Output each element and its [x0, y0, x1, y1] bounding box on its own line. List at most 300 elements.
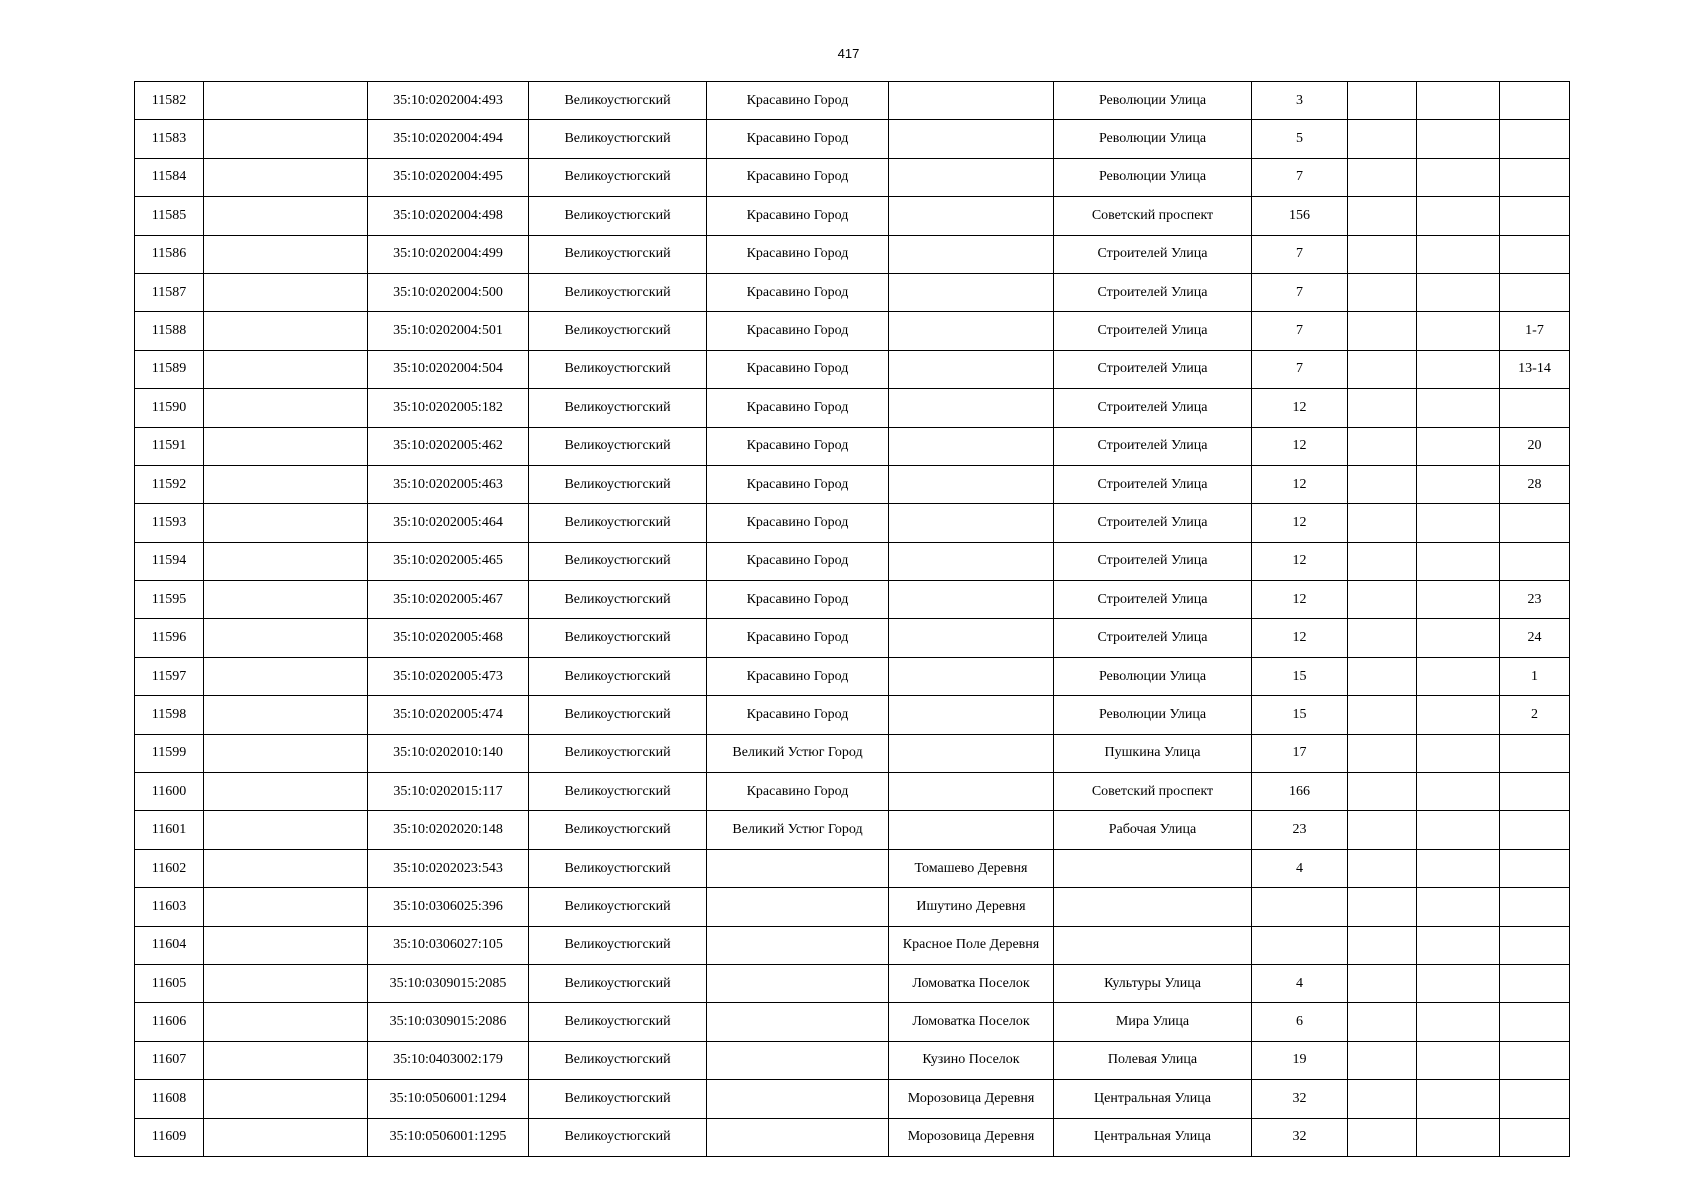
- city-cell: Красавино Город: [707, 312, 889, 350]
- apartment-cell: 23: [1500, 581, 1570, 619]
- cadastral-number-cell: 35:10:0309015:2086: [368, 1003, 529, 1041]
- house-number-cell: 12: [1252, 542, 1348, 580]
- street-cell: Строителей Улица: [1054, 350, 1252, 388]
- apartment-cell: 20: [1500, 427, 1570, 465]
- house-number-cell: 7: [1252, 158, 1348, 196]
- building-cell: [1348, 811, 1417, 849]
- street-cell: [1054, 926, 1252, 964]
- settlement-cell: [889, 235, 1054, 273]
- building-cell: [1348, 1118, 1417, 1156]
- street-cell: Строителей Улица: [1054, 427, 1252, 465]
- table-body: [135, 82, 1570, 1157]
- table-row: [135, 350, 1570, 388]
- apartment-cell: [1500, 1041, 1570, 1079]
- building-cell: [1348, 197, 1417, 235]
- table-row: [135, 888, 1570, 926]
- apartment-cell: [1500, 888, 1570, 926]
- street-cell: Революции Улица: [1054, 120, 1252, 158]
- district-cell: Великоустюгский: [529, 849, 707, 887]
- street-cell: Революции Улица: [1054, 657, 1252, 695]
- cadastral-number-cell: 35:10:0202004:501: [368, 312, 529, 350]
- house-number-cell: 12: [1252, 504, 1348, 542]
- apartment-cell: [1500, 504, 1570, 542]
- city-cell: Красавино Город: [707, 389, 889, 427]
- district-cell: Великоустюгский: [529, 964, 707, 1002]
- row-number-cell: 11583: [135, 120, 204, 158]
- structure-cell: [1417, 696, 1500, 734]
- apartment-cell: [1500, 197, 1570, 235]
- city-cell: Красавино Город: [707, 120, 889, 158]
- row-number-cell: 11601: [135, 811, 204, 849]
- street-cell: Строителей Улица: [1054, 619, 1252, 657]
- district-cell: Великоустюгский: [529, 888, 707, 926]
- building-cell: [1348, 657, 1417, 695]
- city-cell: Великий Устюг Город: [707, 811, 889, 849]
- street-cell: Центральная Улица: [1054, 1080, 1252, 1118]
- city-cell: [707, 1118, 889, 1156]
- settlement-cell: Кузино Поселок: [889, 1041, 1054, 1079]
- district-cell: Великоустюгский: [529, 389, 707, 427]
- blank-cell: [204, 657, 368, 695]
- structure-cell: [1417, 811, 1500, 849]
- city-cell: [707, 888, 889, 926]
- district-cell: Великоустюгский: [529, 581, 707, 619]
- row-number-cell: 11590: [135, 389, 204, 427]
- row-number-cell: 11594: [135, 542, 204, 580]
- building-cell: [1348, 696, 1417, 734]
- city-cell: [707, 1080, 889, 1118]
- structure-cell: [1417, 1003, 1500, 1041]
- blank-cell: [204, 82, 368, 120]
- blank-cell: [204, 619, 368, 657]
- table-row: [135, 849, 1570, 887]
- apartment-cell: [1500, 926, 1570, 964]
- settlement-cell: [889, 273, 1054, 311]
- blank-cell: [204, 120, 368, 158]
- city-cell: Красавино Город: [707, 235, 889, 273]
- building-cell: [1348, 1003, 1417, 1041]
- building-cell: [1348, 82, 1417, 120]
- table-row: [135, 465, 1570, 503]
- district-cell: Великоустюгский: [529, 773, 707, 811]
- blank-cell: [204, 542, 368, 580]
- settlement-cell: [889, 811, 1054, 849]
- building-cell: [1348, 581, 1417, 619]
- apartment-cell: [1500, 773, 1570, 811]
- blank-cell: [204, 1080, 368, 1118]
- house-number-cell: 6: [1252, 1003, 1348, 1041]
- apartment-cell: [1500, 964, 1570, 1002]
- building-cell: [1348, 504, 1417, 542]
- building-cell: [1348, 734, 1417, 772]
- cadastral-number-cell: 35:10:0202005:464: [368, 504, 529, 542]
- street-cell: Пушкина Улица: [1054, 734, 1252, 772]
- blank-cell: [204, 926, 368, 964]
- table-row: [135, 657, 1570, 695]
- cadastral-number-cell: 35:10:0202005:468: [368, 619, 529, 657]
- row-number-cell: 11603: [135, 888, 204, 926]
- building-cell: [1348, 235, 1417, 273]
- building-cell: [1348, 542, 1417, 580]
- table-row: [135, 1041, 1570, 1079]
- apartment-cell: [1500, 542, 1570, 580]
- cadastral-number-cell: 35:10:0202004:498: [368, 197, 529, 235]
- district-cell: Великоустюгский: [529, 1080, 707, 1118]
- street-cell: Революции Улица: [1054, 696, 1252, 734]
- apartment-cell: [1500, 811, 1570, 849]
- district-cell: Великоустюгский: [529, 734, 707, 772]
- house-number-cell: 15: [1252, 696, 1348, 734]
- table-row: [135, 1003, 1570, 1041]
- house-number-cell: [1252, 926, 1348, 964]
- district-cell: Великоустюгский: [529, 504, 707, 542]
- city-cell: Красавино Город: [707, 504, 889, 542]
- structure-cell: [1417, 1041, 1500, 1079]
- house-number-cell: 7: [1252, 273, 1348, 311]
- blank-cell: [204, 773, 368, 811]
- house-number-cell: 4: [1252, 964, 1348, 1002]
- house-number-cell: 7: [1252, 312, 1348, 350]
- settlement-cell: Морозовица Деревня: [889, 1118, 1054, 1156]
- apartment-cell: 28: [1500, 465, 1570, 503]
- structure-cell: [1417, 120, 1500, 158]
- cadastral-number-cell: 35:10:0202005:182: [368, 389, 529, 427]
- blank-cell: [204, 1003, 368, 1041]
- structure-cell: [1417, 619, 1500, 657]
- city-cell: [707, 964, 889, 1002]
- structure-cell: [1417, 197, 1500, 235]
- settlement-cell: Ишутино Деревня: [889, 888, 1054, 926]
- house-number-cell: 5: [1252, 120, 1348, 158]
- table-row: [135, 197, 1570, 235]
- building-cell: [1348, 120, 1417, 158]
- settlement-cell: [889, 389, 1054, 427]
- city-cell: [707, 926, 889, 964]
- house-number-cell: 156: [1252, 197, 1348, 235]
- district-cell: Великоустюгский: [529, 197, 707, 235]
- blank-cell: [204, 888, 368, 926]
- street-cell: Революции Улица: [1054, 158, 1252, 196]
- cadastral-number-cell: 35:10:0202004:500: [368, 273, 529, 311]
- street-cell: Советский проспект: [1054, 773, 1252, 811]
- district-cell: Великоустюгский: [529, 312, 707, 350]
- row-number-cell: 11600: [135, 773, 204, 811]
- cadastral-number-cell: 35:10:0202005:465: [368, 542, 529, 580]
- table-row: [135, 811, 1570, 849]
- table-row: [135, 427, 1570, 465]
- structure-cell: [1417, 158, 1500, 196]
- blank-cell: [204, 312, 368, 350]
- cadastral-number-cell: 35:10:0403002:179: [368, 1041, 529, 1079]
- building-cell: [1348, 389, 1417, 427]
- cadastral-number-cell: 35:10:0202010:140: [368, 734, 529, 772]
- city-cell: Красавино Город: [707, 619, 889, 657]
- cadastral-number-cell: 35:10:0202004:493: [368, 82, 529, 120]
- house-number-cell: 12: [1252, 581, 1348, 619]
- city-cell: Красавино Город: [707, 696, 889, 734]
- blank-cell: [204, 197, 368, 235]
- table-row: [135, 1118, 1570, 1156]
- house-number-cell: 7: [1252, 235, 1348, 273]
- house-number-cell: 19: [1252, 1041, 1348, 1079]
- structure-cell: [1417, 542, 1500, 580]
- settlement-cell: Ломоватка Поселок: [889, 964, 1054, 1002]
- district-cell: Великоустюгский: [529, 811, 707, 849]
- building-cell: [1348, 1080, 1417, 1118]
- structure-cell: [1417, 888, 1500, 926]
- settlement-cell: [889, 82, 1054, 120]
- apartment-cell: 13-14: [1500, 350, 1570, 388]
- cadastral-number-cell: 35:10:0202004:499: [368, 235, 529, 273]
- settlement-cell: Томашево Деревня: [889, 849, 1054, 887]
- district-cell: Великоустюгский: [529, 427, 707, 465]
- building-cell: [1348, 427, 1417, 465]
- city-cell: Красавино Город: [707, 158, 889, 196]
- apartment-cell: [1500, 1080, 1570, 1118]
- table-row: [135, 696, 1570, 734]
- house-number-cell: 12: [1252, 619, 1348, 657]
- street-cell: Строителей Улица: [1054, 465, 1252, 503]
- building-cell: [1348, 926, 1417, 964]
- city-cell: Красавино Город: [707, 197, 889, 235]
- settlement-cell: [889, 619, 1054, 657]
- city-cell: Красавино Город: [707, 82, 889, 120]
- cadastral-number-cell: 35:10:0202015:117: [368, 773, 529, 811]
- cadastral-number-cell: 35:10:0306027:105: [368, 926, 529, 964]
- district-cell: Великоустюгский: [529, 926, 707, 964]
- building-cell: [1348, 849, 1417, 887]
- apartment-cell: [1500, 82, 1570, 120]
- structure-cell: [1417, 926, 1500, 964]
- structure-cell: [1417, 504, 1500, 542]
- row-number-cell: 11605: [135, 964, 204, 1002]
- house-number-cell: 12: [1252, 465, 1348, 503]
- row-number-cell: 11586: [135, 235, 204, 273]
- registry-table: [134, 81, 1570, 1157]
- structure-cell: [1417, 964, 1500, 1002]
- cadastral-number-cell: 35:10:0309015:2085: [368, 964, 529, 1002]
- settlement-cell: [889, 427, 1054, 465]
- city-cell: [707, 1041, 889, 1079]
- district-cell: Великоустюгский: [529, 120, 707, 158]
- settlement-cell: [889, 696, 1054, 734]
- street-cell: Строителей Улица: [1054, 504, 1252, 542]
- street-cell: [1054, 888, 1252, 926]
- table-row: [135, 158, 1570, 196]
- structure-cell: [1417, 235, 1500, 273]
- table-row: [135, 82, 1570, 120]
- cadastral-number-cell: 35:10:0202005:473: [368, 657, 529, 695]
- district-cell: Великоустюгский: [529, 82, 707, 120]
- apartment-cell: [1500, 849, 1570, 887]
- settlement-cell: [889, 120, 1054, 158]
- city-cell: Красавино Город: [707, 581, 889, 619]
- cadastral-number-cell: 35:10:0202004:495: [368, 158, 529, 196]
- city-cell: Красавино Город: [707, 350, 889, 388]
- building-cell: [1348, 964, 1417, 1002]
- district-cell: Великоустюгский: [529, 235, 707, 273]
- house-number-cell: 4: [1252, 849, 1348, 887]
- settlement-cell: [889, 542, 1054, 580]
- apartment-cell: [1500, 1003, 1570, 1041]
- apartment-cell: [1500, 389, 1570, 427]
- building-cell: [1348, 158, 1417, 196]
- cadastral-number-cell: 35:10:0506001:1295: [368, 1118, 529, 1156]
- house-number-cell: 3: [1252, 82, 1348, 120]
- blank-cell: [204, 427, 368, 465]
- district-cell: Великоустюгский: [529, 350, 707, 388]
- row-number-cell: 11584: [135, 158, 204, 196]
- structure-cell: [1417, 849, 1500, 887]
- row-number-cell: 11596: [135, 619, 204, 657]
- cadastral-number-cell: 35:10:0202005:467: [368, 581, 529, 619]
- city-cell: Великий Устюг Город: [707, 734, 889, 772]
- house-number-cell: 15: [1252, 657, 1348, 695]
- structure-cell: [1417, 82, 1500, 120]
- apartment-cell: [1500, 734, 1570, 772]
- blank-cell: [204, 696, 368, 734]
- house-number-cell: 23: [1252, 811, 1348, 849]
- blank-cell: [204, 389, 368, 427]
- table-row: [135, 773, 1570, 811]
- street-cell: Полевая Улица: [1054, 1041, 1252, 1079]
- blank-cell: [204, 235, 368, 273]
- blank-cell: [204, 273, 368, 311]
- row-number-cell: 11582: [135, 82, 204, 120]
- city-cell: [707, 849, 889, 887]
- street-cell: [1054, 849, 1252, 887]
- table-row: [135, 235, 1570, 273]
- row-number-cell: 11608: [135, 1080, 204, 1118]
- table-row: [135, 120, 1570, 158]
- district-cell: Великоустюгский: [529, 465, 707, 503]
- house-number-cell: 166: [1252, 773, 1348, 811]
- building-cell: [1348, 273, 1417, 311]
- cadastral-number-cell: 35:10:0202005:463: [368, 465, 529, 503]
- city-cell: Красавино Город: [707, 465, 889, 503]
- street-cell: Строителей Улица: [1054, 312, 1252, 350]
- building-cell: [1348, 350, 1417, 388]
- structure-cell: [1417, 389, 1500, 427]
- apartment-cell: 1-7: [1500, 312, 1570, 350]
- settlement-cell: [889, 465, 1054, 503]
- blank-cell: [204, 1118, 368, 1156]
- settlement-cell: Красное Поле Деревня: [889, 926, 1054, 964]
- street-cell: Центральная Улица: [1054, 1118, 1252, 1156]
- structure-cell: [1417, 350, 1500, 388]
- settlement-cell: [889, 504, 1054, 542]
- row-number-cell: 11595: [135, 581, 204, 619]
- table-row: [135, 926, 1570, 964]
- apartment-cell: 24: [1500, 619, 1570, 657]
- street-cell: Строителей Улица: [1054, 235, 1252, 273]
- row-number-cell: 11598: [135, 696, 204, 734]
- cadastral-number-cell: 35:10:0202005:474: [368, 696, 529, 734]
- row-number-cell: 11599: [135, 734, 204, 772]
- settlement-cell: [889, 657, 1054, 695]
- street-cell: Культуры Улица: [1054, 964, 1252, 1002]
- building-cell: [1348, 465, 1417, 503]
- district-cell: Великоустюгский: [529, 1118, 707, 1156]
- table-row: [135, 312, 1570, 350]
- settlement-cell: [889, 350, 1054, 388]
- cadastral-number-cell: 35:10:0202023:543: [368, 849, 529, 887]
- structure-cell: [1417, 427, 1500, 465]
- district-cell: Великоустюгский: [529, 158, 707, 196]
- apartment-cell: [1500, 158, 1570, 196]
- structure-cell: [1417, 773, 1500, 811]
- settlement-cell: [889, 734, 1054, 772]
- settlement-cell: [889, 773, 1054, 811]
- table-row: [135, 389, 1570, 427]
- structure-cell: [1417, 657, 1500, 695]
- settlement-cell: [889, 158, 1054, 196]
- building-cell: [1348, 312, 1417, 350]
- street-cell: Строителей Улица: [1054, 542, 1252, 580]
- row-number-cell: 11587: [135, 273, 204, 311]
- district-cell: Великоустюгский: [529, 696, 707, 734]
- district-cell: Великоустюгский: [529, 273, 707, 311]
- cadastral-number-cell: 35:10:0202005:462: [368, 427, 529, 465]
- city-cell: Красавино Город: [707, 273, 889, 311]
- street-cell: Мира Улица: [1054, 1003, 1252, 1041]
- table-row: [135, 504, 1570, 542]
- blank-cell: [204, 581, 368, 619]
- table-row: [135, 581, 1570, 619]
- house-number-cell: 32: [1252, 1118, 1348, 1156]
- street-cell: Рабочая Улица: [1054, 811, 1252, 849]
- apartment-cell: [1500, 273, 1570, 311]
- row-number-cell: 11597: [135, 657, 204, 695]
- street-cell: Строителей Улица: [1054, 389, 1252, 427]
- structure-cell: [1417, 581, 1500, 619]
- cadastral-number-cell: 35:10:0506001:1294: [368, 1080, 529, 1118]
- blank-cell: [204, 504, 368, 542]
- table-row: [135, 542, 1570, 580]
- blank-cell: [204, 849, 368, 887]
- row-number-cell: 11591: [135, 427, 204, 465]
- street-cell: Строителей Улица: [1054, 581, 1252, 619]
- district-cell: Великоустюгский: [529, 657, 707, 695]
- district-cell: Великоустюгский: [529, 542, 707, 580]
- district-cell: Великоустюгский: [529, 1003, 707, 1041]
- street-cell: Строителей Улица: [1054, 273, 1252, 311]
- table-row: [135, 273, 1570, 311]
- city-cell: Красавино Город: [707, 427, 889, 465]
- apartment-cell: 2: [1500, 696, 1570, 734]
- row-number-cell: 11589: [135, 350, 204, 388]
- row-number-cell: 11585: [135, 197, 204, 235]
- settlement-cell: [889, 581, 1054, 619]
- structure-cell: [1417, 465, 1500, 503]
- row-number-cell: 11593: [135, 504, 204, 542]
- structure-cell: [1417, 1118, 1500, 1156]
- house-number-cell: [1252, 888, 1348, 926]
- building-cell: [1348, 1041, 1417, 1079]
- row-number-cell: 11592: [135, 465, 204, 503]
- house-number-cell: 12: [1252, 389, 1348, 427]
- blank-cell: [204, 734, 368, 772]
- house-number-cell: 32: [1252, 1080, 1348, 1118]
- house-number-cell: 17: [1252, 734, 1348, 772]
- district-cell: Великоустюгский: [529, 1041, 707, 1079]
- structure-cell: [1417, 734, 1500, 772]
- blank-cell: [204, 1041, 368, 1079]
- row-number-cell: 11607: [135, 1041, 204, 1079]
- row-number-cell: 11604: [135, 926, 204, 964]
- city-cell: Красавино Город: [707, 542, 889, 580]
- cadastral-number-cell: 35:10:0306025:396: [368, 888, 529, 926]
